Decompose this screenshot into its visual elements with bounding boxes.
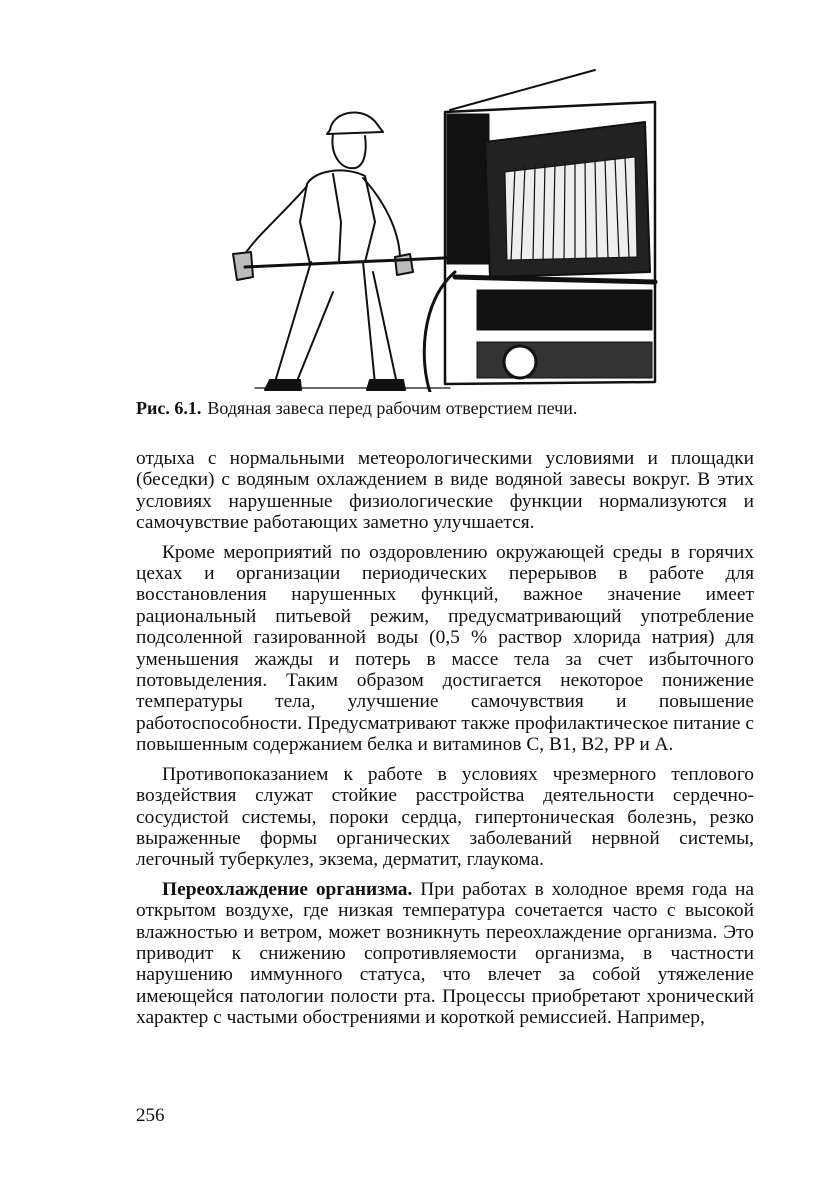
- page-number: 256: [136, 1105, 165, 1126]
- figure-caption-text: Водяная завеса перед рабочим отверстием печи.: [207, 398, 578, 418]
- figure-caption: [136, 396, 756, 420]
- main-text: [136, 448, 754, 1037]
- figure-label: Рис. 6.1.: [136, 398, 202, 418]
- paragraph-3: Противопоказанием к работе в условиях чрезмерного теплового воздействия служат стойкие расстройства деятельности сердечно-сосудистой системы, пороки сердца, гипертоническая болезнь, резко выраженные формы органических заболеваний нервной системы, легочный туберкулез, экзема, дерматит, глаукома.: [136, 763, 754, 871]
- section-heading-hypothermia: Переохлаждение организма.: [162, 878, 413, 900]
- paragraph-2: Кроме мероприятий по оздоровлению окружающей среды в горячих цехах и организации периодических перерывов в работе для восстановления нарушенных функций, важное значение имеет рациональный питьевой режим, предусматривающий употребление подсоленной газированной воды (0,5 % раствор хлорида натрия) для уменьшения жажды и потерь в массе тела за счет избыточного потовыделения. Таким образом достигается некоторое понижение температуры тела, улучшение самочувствия и повышение работоспособности. Предусматривают также профилактическое питание с повышенным содержанием белка и витаминов C, B1, B2, PP и A.: [136, 541, 754, 756]
- paragraph-4: [136, 879, 754, 1029]
- figure-water-curtain-illustration: [215, 62, 665, 392]
- paragraph-1: отдыха с нормальными метеорологическими условиями и площадки (беседки) с водяным охлаждением в виде водяной завесы вокруг. В этих условиях нарушенные физиологические функции нормализуются и самочувствие работающих заметно улучшается.: [136, 448, 754, 534]
- paragraph-4-text: При работах в холодное время года на открытом воздухе, где низкая температура сочетается часто с высокой влажностью и ветром, может возникнуть переохлаждение организма. Это приводит к снижению сопротивляемости организма, в частности нарушению иммунного статуса, что влечет за собой утяжеление имеющейся патологии полости рта. Процессы приобретают хронический характер с частыми обострениями и короткой ремиссией. Например,: [136, 878, 754, 1029]
- water-curtain-drawing: [215, 62, 665, 392]
